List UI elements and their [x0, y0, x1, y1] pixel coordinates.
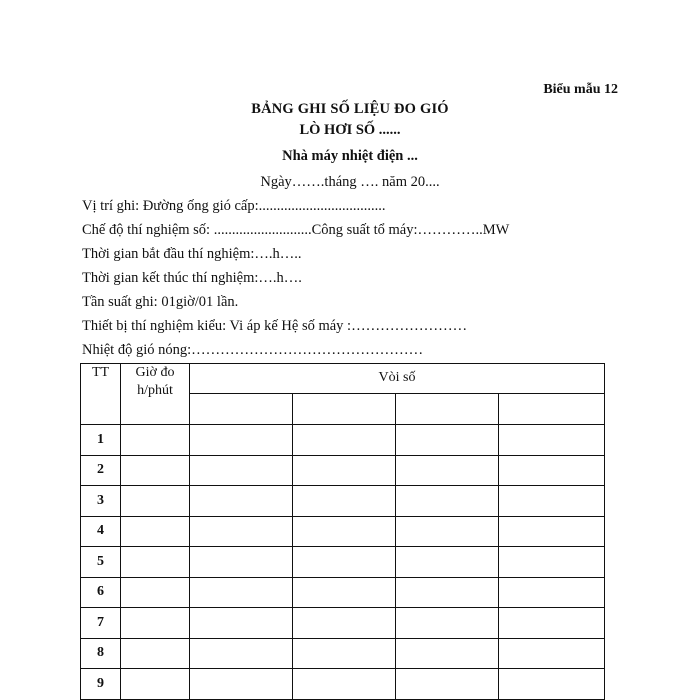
- info-fields: [82, 194, 509, 362]
- data-cell[interactable]: [293, 669, 396, 700]
- nozzle-cell: [396, 394, 499, 425]
- data-cell[interactable]: [499, 577, 605, 608]
- data-cell[interactable]: [121, 425, 190, 456]
- header-time-label: Giờ đo: [135, 365, 175, 380]
- data-cell[interactable]: [293, 638, 396, 669]
- field-test-equipment: Thiết bị thí nghiệm kiểu: Vi áp kế Hệ số máy :……………………: [82, 318, 468, 334]
- boiler-number-line: LÒ HƠI SỐ ......: [299, 122, 401, 138]
- data-cell[interactable]: [396, 669, 499, 700]
- document-title: BẢNG GHI SỐ LIỆU ĐO GIÓ: [251, 101, 449, 117]
- field-end-time: Thời gian kết thúc thí nghiệm:….h….: [82, 270, 302, 286]
- data-cell[interactable]: [499, 608, 605, 639]
- data-cell[interactable]: [499, 638, 605, 669]
- form-code: Biểu mẫu 12: [543, 82, 618, 97]
- data-cell[interactable]: [396, 425, 499, 456]
- table-header-row: [81, 364, 605, 394]
- data-cell[interactable]: [499, 547, 605, 578]
- data-cell[interactable]: [190, 577, 293, 608]
- data-cell[interactable]: [121, 516, 190, 547]
- row-number: 1: [81, 425, 121, 456]
- table-row: [81, 547, 605, 578]
- nozzle-cell: [190, 394, 293, 425]
- measurement-table: [80, 363, 605, 700]
- data-cell[interactable]: [396, 516, 499, 547]
- row-number: 7: [81, 608, 121, 639]
- data-cell[interactable]: [396, 638, 499, 669]
- data-cell[interactable]: [121, 577, 190, 608]
- header-tt-label: TT: [91, 365, 110, 380]
- data-cell[interactable]: [190, 669, 293, 700]
- data-cell[interactable]: [499, 425, 605, 456]
- row-number: 3: [81, 486, 121, 517]
- row-number: 6: [81, 577, 121, 608]
- table-row: [81, 577, 605, 608]
- data-cell[interactable]: [190, 486, 293, 517]
- data-cell[interactable]: [396, 547, 499, 578]
- table-row: [81, 516, 605, 547]
- data-cell[interactable]: [499, 486, 605, 517]
- table-row: [81, 425, 605, 456]
- data-cell[interactable]: [396, 455, 499, 486]
- header-time: [121, 364, 190, 425]
- data-cell[interactable]: [121, 455, 190, 486]
- plant-name-line: Nhà máy nhiệt điện ...: [282, 148, 418, 164]
- table-row: [81, 608, 605, 639]
- row-number: 4: [81, 516, 121, 547]
- data-cell[interactable]: [396, 577, 499, 608]
- data-cell[interactable]: [121, 547, 190, 578]
- data-cell[interactable]: [293, 486, 396, 517]
- data-cell[interactable]: [121, 608, 190, 639]
- row-number: 2: [81, 455, 121, 486]
- data-cell[interactable]: [396, 608, 499, 639]
- field-start-time: Thời gian bắt đầu thí nghiệm:….h…..: [82, 246, 302, 262]
- table-row: [81, 455, 605, 486]
- date-line: Ngày…….tháng …. năm 20....: [260, 174, 440, 190]
- document-header: [0, 99, 700, 193]
- row-number: 5: [81, 547, 121, 578]
- data-cell[interactable]: [396, 486, 499, 517]
- nozzle-cell: [499, 394, 605, 425]
- nozzle-cell: [293, 394, 396, 425]
- data-cell[interactable]: [293, 425, 396, 456]
- data-cell[interactable]: [121, 669, 190, 700]
- field-test-mode: Chế độ thí nghiệm số: ...........................Công suất tổ máy:…………..MW: [82, 222, 510, 238]
- data-cell[interactable]: [121, 486, 190, 517]
- data-cell[interactable]: [121, 638, 190, 669]
- row-number: 8: [81, 638, 121, 669]
- data-cell[interactable]: [499, 455, 605, 486]
- data-cell[interactable]: [190, 547, 293, 578]
- header-time-unit: h/phút: [137, 383, 173, 398]
- header-nozzle: [190, 364, 605, 394]
- table-body: [81, 425, 605, 700]
- table-row: [81, 638, 605, 669]
- data-cell[interactable]: [293, 577, 396, 608]
- field-recording-frequency: Tần suất ghi: 01giờ/01 lần.: [82, 294, 239, 310]
- data-cell[interactable]: [293, 516, 396, 547]
- data-cell[interactable]: [293, 608, 396, 639]
- data-cell[interactable]: [293, 547, 396, 578]
- field-hot-air-temperature: Nhiệt độ gió nóng:…………………………………………: [82, 342, 424, 358]
- header-nozzle-label: Vòi số: [378, 370, 416, 385]
- data-cell[interactable]: [190, 608, 293, 639]
- row-number: 9: [81, 669, 121, 700]
- table-row: [81, 486, 605, 517]
- data-cell[interactable]: [499, 516, 605, 547]
- data-cell[interactable]: [190, 638, 293, 669]
- data-cell[interactable]: [190, 516, 293, 547]
- data-cell[interactable]: [293, 455, 396, 486]
- data-cell[interactable]: [190, 455, 293, 486]
- field-recording-location: Vị trí ghi: Đường ống gió cấp:...................................: [82, 198, 386, 214]
- table-row: [81, 669, 605, 700]
- header-tt: [81, 364, 121, 425]
- data-cell[interactable]: [190, 425, 293, 456]
- data-cell[interactable]: [499, 669, 605, 700]
